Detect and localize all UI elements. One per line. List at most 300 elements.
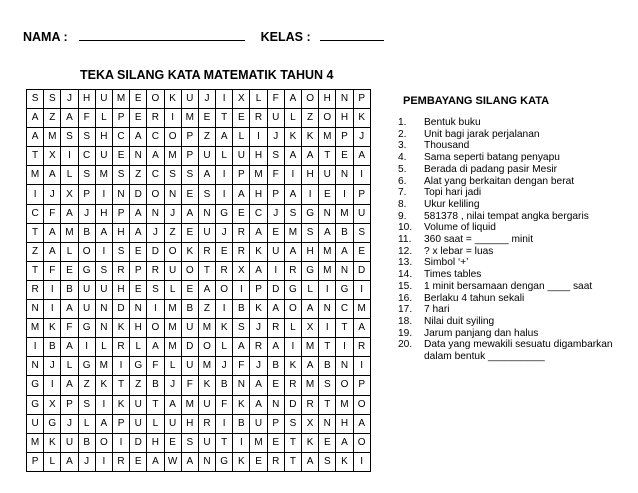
grid-cell[interactable]: Z [130,376,147,395]
grid-cell[interactable]: G [78,357,95,376]
grid-cell[interactable]: B [216,376,233,395]
grid-cell[interactable]: A [250,376,267,395]
grid-cell[interactable]: A [61,452,78,471]
grid-cell[interactable]: A [147,147,164,166]
grid-cell[interactable]: N [267,395,284,414]
grid-cell[interactable]: I [164,109,181,128]
grid-cell[interactable]: A [198,280,215,299]
grid-cell[interactable]: X [233,261,250,280]
grid-cell[interactable]: G [78,261,95,280]
grid-cell[interactable]: H [95,204,112,223]
grid-cell[interactable]: I [112,433,129,452]
grid-cell[interactable]: K [233,452,250,471]
grid-cell[interactable]: H [302,166,319,185]
grid-cell[interactable]: G [336,280,353,299]
grid-cell[interactable]: G [216,204,233,223]
grid-cell[interactable]: E [164,433,181,452]
grid-cell[interactable]: T [198,261,215,280]
grid-cell[interactable]: N [112,185,129,204]
grid-cell[interactable]: A [44,223,61,242]
grid-cell[interactable]: M [198,319,215,338]
grid-cell[interactable]: P [336,128,353,147]
grid-cell[interactable]: A [61,338,78,357]
grid-cell[interactable]: Z [198,300,215,319]
grid-cell[interactable]: S [233,319,250,338]
grid-cell[interactable]: A [353,414,370,433]
word-search-grid[interactable] [26,89,371,472]
nama-blank-line[interactable] [79,39,245,41]
grid-cell[interactable]: A [61,204,78,223]
grid-cell[interactable]: I [353,280,370,299]
grid-cell[interactable]: X [61,185,78,204]
grid-cell[interactable]: O [147,319,164,338]
grid-cell[interactable]: T [319,338,336,357]
grid-cell[interactable]: H [302,242,319,261]
grid-cell[interactable]: A [353,319,370,338]
grid-cell[interactable]: R [284,261,301,280]
grid-cell[interactable]: K [250,242,267,261]
grid-cell[interactable]: L [164,280,181,299]
grid-cell[interactable]: S [302,223,319,242]
grid-cell[interactable]: E [181,185,198,204]
grid-cell[interactable]: H [112,223,129,242]
grid-cell[interactable]: R [353,338,370,357]
grid-cell[interactable]: J [164,204,181,223]
grid-cell[interactable]: E [198,109,215,128]
grid-cell[interactable]: I [284,166,301,185]
grid-cell[interactable]: E [267,223,284,242]
grid-cell[interactable]: T [216,109,233,128]
grid-cell[interactable]: L [216,338,233,357]
grid-cell[interactable]: K [44,433,61,452]
grid-cell[interactable]: M [336,204,353,223]
grid-cell[interactable]: P [353,90,370,109]
grid-cell[interactable]: Z [302,109,319,128]
grid-cell[interactable]: U [130,414,147,433]
grid-cell[interactable]: S [284,204,301,223]
grid-cell[interactable]: A [250,261,267,280]
grid-cell[interactable]: G [44,414,61,433]
grid-cell[interactable]: S [27,90,44,109]
grid-cell[interactable]: I [267,261,284,280]
grid-cell[interactable]: A [61,376,78,395]
grid-cell[interactable]: A [44,166,61,185]
grid-cell[interactable]: U [61,433,78,452]
grid-cell[interactable]: A [61,300,78,319]
grid-cell[interactable]: A [181,204,198,223]
grid-cell[interactable]: O [181,261,198,280]
grid-cell[interactable]: J [267,204,284,223]
grid-cell[interactable]: U [78,280,95,299]
grid-cell[interactable]: N [95,300,112,319]
grid-cell[interactable]: L [147,414,164,433]
grid-cell[interactable]: T [27,223,44,242]
grid-cell[interactable]: M [44,128,61,147]
grid-cell[interactable]: D [353,261,370,280]
grid-cell[interactable]: B [78,433,95,452]
grid-cell[interactable]: B [78,223,95,242]
grid-cell[interactable]: J [216,223,233,242]
grid-cell[interactable]: S [198,185,215,204]
grid-cell[interactable]: X [44,147,61,166]
grid-cell[interactable]: D [130,433,147,452]
grid-cell[interactable]: U [233,147,250,166]
grid-cell[interactable]: R [198,242,215,261]
grid-cell[interactable]: H [319,90,336,109]
grid-cell[interactable]: A [27,109,44,128]
grid-cell[interactable]: A [164,395,181,414]
grid-cell[interactable]: M [181,109,198,128]
grid-cell[interactable]: I [216,90,233,109]
grid-cell[interactable]: J [78,204,95,223]
grid-cell[interactable]: H [147,433,164,452]
grid-cell[interactable]: P [353,185,370,204]
grid-cell[interactable]: J [198,90,215,109]
grid-cell[interactable]: O [147,185,164,204]
grid-cell[interactable]: S [319,376,336,395]
grid-cell[interactable]: F [267,166,284,185]
grid-cell[interactable]: P [61,395,78,414]
grid-cell[interactable]: P [233,166,250,185]
grid-cell[interactable]: A [353,147,370,166]
grid-cell[interactable]: M [319,128,336,147]
grid-cell[interactable]: L [164,357,181,376]
grid-cell[interactable]: M [302,338,319,357]
grid-cell[interactable]: Z [130,166,147,185]
grid-cell[interactable]: B [61,280,78,299]
grid-cell[interactable]: N [130,300,147,319]
grid-cell[interactable]: S [78,395,95,414]
grid-cell[interactable]: U [181,357,198,376]
grid-cell[interactable]: D [130,185,147,204]
grid-cell[interactable]: N [319,414,336,433]
grid-cell[interactable]: K [336,452,353,471]
grid-cell[interactable]: M [27,166,44,185]
grid-cell[interactable]: Z [164,223,181,242]
grid-cell[interactable]: S [112,242,129,261]
grid-cell[interactable]: J [78,452,95,471]
grid-cell[interactable]: K [164,90,181,109]
grid-cell[interactable]: N [147,204,164,223]
grid-cell[interactable]: A [181,452,198,471]
grid-cell[interactable]: N [336,261,353,280]
grid-cell[interactable]: T [147,395,164,414]
grid-cell[interactable]: S [284,414,301,433]
grid-cell[interactable]: C [147,166,164,185]
grid-cell[interactable]: P [112,204,129,223]
grid-cell[interactable]: H [181,414,198,433]
grid-cell[interactable]: E [250,452,267,471]
grid-cell[interactable]: B [267,357,284,376]
grid-cell[interactable]: U [267,109,284,128]
grid-cell[interactable]: B [147,376,164,395]
grid-cell[interactable]: R [147,261,164,280]
grid-cell[interactable]: S [181,166,198,185]
grid-cell[interactable]: Z [44,109,61,128]
grid-cell[interactable]: A [284,147,301,166]
grid-cell[interactable]: S [181,433,198,452]
grid-cell[interactable]: F [233,357,250,376]
grid-cell[interactable]: M [250,166,267,185]
grid-cell[interactable]: R [112,452,129,471]
grid-cell[interactable]: J [61,414,78,433]
grid-cell[interactable]: K [181,242,198,261]
grid-cell[interactable]: U [198,433,215,452]
grid-cell[interactable]: B [233,414,250,433]
grid-cell[interactable]: D [112,300,129,319]
grid-cell[interactable]: A [44,242,61,261]
grid-cell[interactable]: H [250,185,267,204]
grid-cell[interactable]: O [164,128,181,147]
grid-cell[interactable]: I [319,319,336,338]
grid-cell[interactable]: C [250,204,267,223]
grid-cell[interactable]: U [95,90,112,109]
grid-cell[interactable]: A [250,395,267,414]
grid-cell[interactable]: I [353,166,370,185]
grid-cell[interactable]: R [284,376,301,395]
grid-cell[interactable]: E [319,185,336,204]
grid-cell[interactable]: E [336,147,353,166]
grid-cell[interactable]: J [147,223,164,242]
grid-cell[interactable]: A [233,185,250,204]
grid-cell[interactable]: I [95,242,112,261]
grid-cell[interactable]: T [216,433,233,452]
grid-cell[interactable]: M [61,223,78,242]
grid-cell[interactable]: A [147,452,164,471]
grid-cell[interactable]: K [302,433,319,452]
grid-cell[interactable]: S [164,166,181,185]
grid-cell[interactable]: G [216,452,233,471]
grid-cell[interactable]: R [112,338,129,357]
grid-cell[interactable]: S [78,128,95,147]
grid-cell[interactable]: E [353,242,370,261]
grid-cell[interactable]: T [27,261,44,280]
grid-cell[interactable]: E [130,452,147,471]
grid-cell[interactable]: A [284,185,301,204]
grid-cell[interactable]: P [353,376,370,395]
grid-cell[interactable]: O [302,90,319,109]
grid-cell[interactable]: I [216,300,233,319]
grid-cell[interactable]: T [284,433,301,452]
grid-cell[interactable]: U [198,147,215,166]
grid-cell[interactable]: R [216,261,233,280]
grid-cell[interactable]: O [319,109,336,128]
grid-cell[interactable]: P [267,185,284,204]
grid-cell[interactable]: G [284,280,301,299]
grid-cell[interactable]: M [95,166,112,185]
grid-cell[interactable]: U [164,261,181,280]
grid-cell[interactable]: T [284,452,301,471]
grid-cell[interactable]: K [44,319,61,338]
grid-cell[interactable]: C [78,147,95,166]
grid-cell[interactable]: Z [198,128,215,147]
grid-cell[interactable]: E [130,109,147,128]
grid-cell[interactable]: U [198,223,215,242]
grid-cell[interactable]: I [95,395,112,414]
grid-cell[interactable]: N [336,357,353,376]
grid-cell[interactable]: P [181,128,198,147]
grid-cell[interactable]: M [336,395,353,414]
grid-cell[interactable]: Z [78,376,95,395]
grid-cell[interactable]: B [233,300,250,319]
grid-cell[interactable]: A [130,223,147,242]
grid-cell[interactable]: D [284,395,301,414]
grid-cell[interactable]: A [302,452,319,471]
grid-cell[interactable]: A [61,109,78,128]
grid-cell[interactable]: P [181,147,198,166]
grid-cell[interactable]: E [112,147,129,166]
grid-cell[interactable]: K [95,376,112,395]
grid-cell[interactable]: E [319,433,336,452]
grid-cell[interactable]: N [27,357,44,376]
grid-cell[interactable]: J [267,128,284,147]
grid-cell[interactable]: S [353,223,370,242]
grid-cell[interactable]: G [27,376,44,395]
grid-cell[interactable]: K [216,319,233,338]
grid-cell[interactable]: W [164,452,181,471]
grid-cell[interactable]: L [233,128,250,147]
grid-cell[interactable]: E [267,376,284,395]
grid-cell[interactable]: K [284,357,301,376]
grid-cell[interactable]: A [250,223,267,242]
grid-cell[interactable]: L [61,357,78,376]
grid-cell[interactable]: A [336,433,353,452]
grid-cell[interactable]: M [319,242,336,261]
grid-cell[interactable]: K [353,109,370,128]
grid-cell[interactable]: J [353,128,370,147]
grid-cell[interactable]: S [319,452,336,471]
grid-cell[interactable]: M [181,395,198,414]
grid-cell[interactable]: O [95,433,112,452]
grid-cell[interactable]: I [250,128,267,147]
grid-cell[interactable]: E [233,109,250,128]
grid-cell[interactable]: O [353,433,370,452]
grid-cell[interactable]: I [216,185,233,204]
grid-cell[interactable]: I [27,185,44,204]
kelas-blank-line[interactable] [320,39,384,41]
grid-cell[interactable]: F [44,204,61,223]
grid-cell[interactable]: F [78,109,95,128]
grid-cell[interactable]: F [61,319,78,338]
grid-cell[interactable]: R [302,395,319,414]
grid-cell[interactable]: A [302,147,319,166]
grid-cell[interactable]: M [198,357,215,376]
grid-cell[interactable]: M [353,300,370,319]
grid-cell[interactable]: N [319,300,336,319]
grid-cell[interactable]: H [250,147,267,166]
grid-cell[interactable]: M [112,90,129,109]
grid-cell[interactable]: L [61,166,78,185]
grid-cell[interactable]: D [181,338,198,357]
grid-cell[interactable]: N [319,204,336,223]
grid-cell[interactable]: Z [27,242,44,261]
grid-cell[interactable]: A [319,223,336,242]
grid-cell[interactable]: K [302,128,319,147]
grid-cell[interactable]: C [336,300,353,319]
grid-cell[interactable]: U [27,414,44,433]
grid-cell[interactable]: M [319,261,336,280]
grid-cell[interactable]: F [267,90,284,109]
grid-cell[interactable]: L [61,242,78,261]
grid-cell[interactable]: E [216,242,233,261]
grid-cell[interactable]: O [284,300,301,319]
grid-cell[interactable]: I [44,376,61,395]
grid-cell[interactable]: A [198,166,215,185]
grid-cell[interactable]: S [95,261,112,280]
grid-cell[interactable]: S [78,166,95,185]
grid-cell[interactable]: A [95,223,112,242]
grid-cell[interactable]: L [216,147,233,166]
grid-cell[interactable]: L [302,280,319,299]
grid-cell[interactable]: N [336,166,353,185]
grid-cell[interactable]: L [250,90,267,109]
grid-cell[interactable]: G [302,204,319,223]
grid-cell[interactable]: N [336,90,353,109]
grid-cell[interactable]: P [112,109,129,128]
grid-cell[interactable]: I [44,300,61,319]
grid-cell[interactable]: I [112,357,129,376]
grid-cell[interactable]: U [181,319,198,338]
grid-cell[interactable]: G [78,319,95,338]
grid-cell[interactable]: G [27,395,44,414]
grid-cell[interactable]: R [27,280,44,299]
grid-cell[interactable]: R [250,338,267,357]
grid-cell[interactable]: K [112,319,129,338]
grid-cell[interactable]: M [27,433,44,452]
grid-cell[interactable]: F [147,357,164,376]
grid-cell[interactable]: A [95,414,112,433]
grid-cell[interactable]: A [233,338,250,357]
grid-cell[interactable]: L [95,109,112,128]
grid-cell[interactable]: H [336,414,353,433]
grid-cell[interactable]: P [130,261,147,280]
grid-cell[interactable]: M [164,338,181,357]
grid-cell[interactable]: A [302,300,319,319]
grid-cell[interactable]: I [216,166,233,185]
grid-cell[interactable]: S [61,128,78,147]
grid-cell[interactable]: N [130,147,147,166]
grid-cell[interactable]: I [95,185,112,204]
grid-cell[interactable]: I [319,280,336,299]
grid-cell[interactable]: B [181,300,198,319]
grid-cell[interactable]: I [216,414,233,433]
grid-cell[interactable]: U [95,280,112,299]
grid-cell[interactable]: O [147,90,164,109]
grid-cell[interactable]: N [164,185,181,204]
grid-cell[interactable]: E [233,204,250,223]
grid-cell[interactable]: R [233,242,250,261]
grid-cell[interactable]: O [216,280,233,299]
grid-cell[interactable]: J [44,357,61,376]
grid-cell[interactable]: I [78,338,95,357]
grid-cell[interactable]: R [147,109,164,128]
grid-cell[interactable]: B [336,223,353,242]
grid-cell[interactable]: P [250,280,267,299]
grid-cell[interactable]: U [130,395,147,414]
grid-cell[interactable]: I [233,280,250,299]
grid-cell[interactable]: F [44,261,61,280]
grid-cell[interactable]: E [130,90,147,109]
grid-cell[interactable]: P [27,452,44,471]
grid-cell[interactable]: T [27,147,44,166]
grid-cell[interactable]: L [95,338,112,357]
grid-cell[interactable]: U [164,414,181,433]
grid-cell[interactable]: N [95,319,112,338]
grid-cell[interactable]: M [164,319,181,338]
grid-cell[interactable]: H [336,109,353,128]
grid-cell[interactable]: R [250,109,267,128]
grid-cell[interactable]: A [336,242,353,261]
